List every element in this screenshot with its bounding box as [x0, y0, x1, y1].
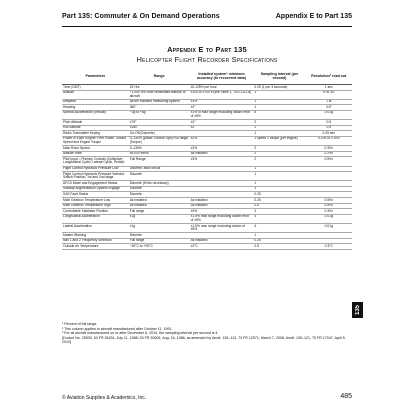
table-cell: ±100 to ±700 ft (see Table 1, TSO-C51-a): [190, 90, 254, 99]
table-cell: Pitch Attitude: [62, 120, 129, 126]
table-cell: 1: [253, 90, 305, 99]
table-cell: Roll Attitude: [62, 125, 129, 131]
table-cell: [190, 172, 254, 181]
footnotes: [62, 322, 352, 345]
table-cell: ±3%: [190, 157, 254, 166]
header-part-title: Part 135: Commuter & On Demand Operations: [62, 13, 220, 20]
table-cell: 5′ to 30′: [306, 90, 352, 99]
column-header: Range: [129, 68, 190, 85]
document-page: [62, 10, 352, 406]
table-cell: 0.3°C: [306, 244, 352, 250]
table-cell: ±1% of max range excluding datum error of ±5%: [190, 110, 254, 119]
table-cell: ±2°: [190, 120, 254, 126]
table-cell: ±2°: [190, 105, 254, 111]
table-cell: 0.25 (1 per 4 seconds): [253, 85, 305, 91]
table-cell: 2: [253, 209, 305, 215]
column-header: Sampling interval (per second): [253, 68, 305, 85]
table-cell: Main Gearbox Temperature High: [62, 203, 129, 209]
table-cell: 0–130% (power Turbine Spd) Full range (Torque): [129, 136, 189, 145]
table-cell: −1,000 ft to max certificated altitude of aircraft: [129, 90, 190, 99]
table-cell: Stability Augmentation System Engage: [62, 186, 129, 192]
table-cell: 1: [253, 181, 305, 187]
table-cell: Full Range: [129, 157, 190, 166]
table-cell: Main Rotor Speed: [62, 146, 129, 152]
table-body: [62, 85, 352, 250]
table-cell: ±2°C: [190, 244, 254, 250]
table-cell: 0.01g: [306, 214, 352, 223]
table-cell: Discrete: [129, 233, 190, 239]
table-cell: Normal Acceleration (vertical): [62, 110, 129, 119]
table-cell: ±180°: [129, 125, 190, 131]
table-cell: Heading: [62, 105, 129, 111]
table-cell: On-Off (Discrete): [129, 131, 190, 137]
table-cell: Lateral Acceleration: [62, 224, 129, 233]
publisher-credit: © Aviation Supplies & Academics, Inc.: [62, 395, 147, 401]
table-cell: 1: [253, 172, 305, 181]
table-row: [62, 90, 352, 99]
table-cell: 1: [253, 131, 305, 137]
table-row: [62, 136, 352, 145]
table-cell: Power in Each Engine: Free Power Turbine Speed and Engine Torque: [62, 136, 129, 145]
table-cell: 0.5°: [306, 105, 352, 111]
table-cell: 0.5%²: [306, 157, 352, 166]
page-number: 485: [340, 393, 352, 400]
appendix-subtitle: Helicopter Flight Recorder Specifications: [136, 55, 278, 64]
docket-citation: [Docket No. 25530, 53 FR 26154, July 11, 1988; 53 FR 30906, Aug. 16, 1988, as amended by Amdt. 135–113, 73 FR 12571, March 7, 2008; Amdt. 135–121, 75 FR 17047, April 5, 2010]: [62, 335, 346, 345]
table-row: [62, 172, 352, 181]
table-row: [62, 214, 352, 223]
table-cell: 0.2%¹ to 0.4%²: [306, 136, 352, 145]
table-cell: 2: [253, 157, 305, 166]
table-cell: Altitude: [62, 90, 129, 99]
table-cell: 1: [253, 186, 305, 192]
table-cell: ±1.5% max range excluding datum error of ±5%: [190, 214, 254, 223]
table-cell: −3g to +6g: [129, 110, 190, 119]
table-cell: Main Gearbox Temperature Low: [62, 198, 129, 204]
table-cell: ±1g: [129, 224, 190, 233]
table-cell: ±3%: [190, 209, 254, 215]
table-row: [62, 157, 352, 166]
table-cell: 0–130%: [129, 146, 190, 152]
table-cell: ±75°: [129, 120, 190, 126]
footnote: ³ For all aircraft manufactured on or after December 6, 2010, the sampling interval per second is 4.: [62, 331, 219, 336]
section-tab-label: 135: [354, 304, 361, 315]
appendix-title: Appendix E to Part 135: [167, 45, 247, 54]
table-cell: AFCS Mode and Engagement Status: [62, 181, 129, 187]
table-cell: SAS Fault Status: [62, 192, 129, 198]
table-cell: 1 speed 1 torque (per engine): [253, 136, 305, 145]
table-cell: As installed: [129, 198, 190, 204]
table-cell: 2: [253, 146, 305, 152]
table-cell: 0.5%²: [306, 203, 352, 209]
table-cell: As installed: [129, 203, 190, 209]
table-cell: Nav 1 and 2 Frequency Selection: [62, 238, 129, 244]
table-cell: 0.5%²: [306, 198, 352, 204]
table-cell: ±2%: [190, 136, 254, 145]
table-row: [62, 110, 352, 119]
table-cell: Flight Control Hydraulic Pressure Selector Switch Position, 1st and 2nd stage: [62, 172, 129, 181]
table-cell: ±1.5% max range excluding datum of ±5%: [190, 224, 254, 233]
table-cell: As installed: [190, 238, 254, 244]
footnote: ¹ Percent of full range.: [62, 322, 98, 326]
table-cell: Full range: [129, 209, 190, 215]
table-cell: 8: [253, 110, 305, 119]
table-cell: Flight Control Hydraulic Pressure Low: [62, 166, 129, 172]
table-cell: 2: [253, 151, 305, 157]
header-appendix-title: Appendix E to Part 135: [275, 13, 352, 20]
table-header-row: [62, 68, 352, 85]
table-cell: 24 Hrs: [129, 85, 190, 91]
table-cell: Discrete (5 bits necessary): [129, 181, 190, 187]
table-cell: 1: [253, 99, 305, 105]
table-cell: Airspeed: [62, 99, 129, 105]
table-cell: Longitudinal Acceleration: [62, 214, 129, 223]
section-tab: [352, 302, 363, 318]
table-cell: As installed: [190, 198, 254, 204]
table-cell: 1 kt: [306, 99, 352, 105]
table-cell: ±0.125% per hour: [190, 85, 254, 91]
table-cell: [306, 172, 352, 181]
table-cell: Discrete, each circuit: [129, 166, 190, 172]
table-cell: 4: [253, 214, 305, 223]
table-cell: ±2%: [190, 146, 254, 152]
table-cell: 0.3%²: [306, 146, 352, 152]
table-cell: ±1g: [129, 214, 190, 223]
table-cell: ±2°: [190, 125, 254, 131]
table-cell: 0.2%²: [306, 151, 352, 157]
table-cell: Pilot Input – Primary Controls (Collective, Longitudinal Cyclic, Lateral Cyclic, Pedal)³: [62, 157, 129, 166]
running-header: [62, 10, 352, 27]
table-cell: Master Warning: [62, 233, 129, 239]
table-cell: Time (GMT): [62, 85, 129, 91]
table-cell: 360°: [129, 105, 190, 111]
table-cell: −50°C to +90°C: [129, 244, 190, 250]
table-cell: 0.5: [253, 203, 305, 209]
table-cell: As installed: [190, 151, 254, 157]
table-cell: 0.25: [253, 192, 305, 198]
column-header: Installed system¹ minimum accuracy (to recovered data): [190, 68, 254, 85]
table-cell: 1 sec: [306, 85, 352, 91]
table-cell: 1: [253, 166, 305, 172]
table-cell: As installed: [190, 203, 254, 209]
table-cell: 1: [253, 105, 305, 111]
table-cell: 4: [253, 224, 305, 233]
table-row: [62, 244, 352, 250]
table-cell: As the installed measuring system: [129, 99, 190, 105]
table-cell: ±3%: [190, 99, 254, 105]
table-cell: 0.5: [306, 125, 352, 131]
table-cell: Outside Air Temperature: [62, 244, 129, 250]
table-cell: Controllable Stabilator Position: [62, 209, 129, 215]
table-cell: 0.01g: [306, 224, 352, 233]
table-cell: 1: [253, 233, 305, 239]
table-cell: 0.25 sec: [306, 131, 352, 137]
column-header: Resolution² read out: [306, 68, 352, 85]
table-cell: Discrete: [129, 186, 190, 192]
column-header: Parameters: [62, 68, 129, 85]
table-cell: Altitude Rate: [62, 151, 129, 157]
table-cell: Full range: [129, 238, 190, 244]
table-cell: Discrete: [129, 192, 190, 198]
table-cell: 0.25: [253, 238, 305, 244]
table-cell: 0.4%²: [306, 209, 352, 215]
table-cell: 2: [253, 120, 305, 126]
table-cell: 0.5: [306, 120, 352, 126]
table-cell: ±6,000 ft/min: [129, 151, 190, 157]
table-cell: Radio Transmitter Keying: [62, 131, 129, 137]
footnote: ² This column applies to aircraft manufactured after October 11, 1991.: [62, 326, 173, 331]
table-cell: 0.01g: [306, 110, 352, 119]
table-cell: 0.25: [253, 198, 305, 204]
table-cell: Discrete: [129, 172, 190, 181]
table-cell: 2: [253, 125, 305, 131]
table-row: [62, 224, 352, 233]
table-cell: 0.5: [253, 244, 305, 250]
flight-recorder-spec-table: [62, 68, 352, 250]
